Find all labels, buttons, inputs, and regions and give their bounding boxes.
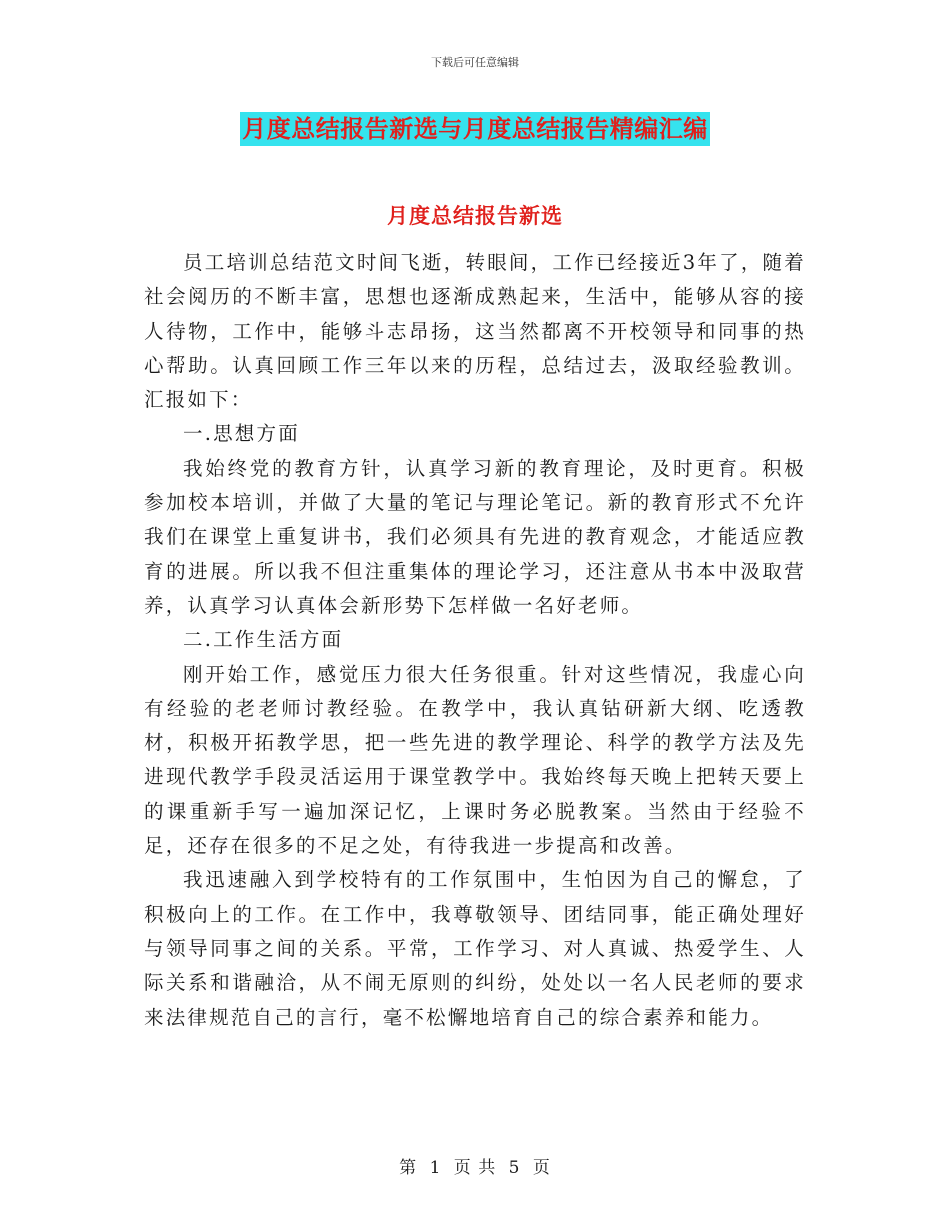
- heading-thought: 一.思想方面: [183, 422, 300, 446]
- paragraph-integration: 我迅速融入到学校特有的工作氛围中，生怕因为自己的懈怠，了积极向上的工作。在工作中，我尊敬领导、团结同事，能正确处理好与领导同事之间的关系。平常，工作学习、对人真诚、热爱学生、人际关系和谐融洽，从不闹无原则的纠纷，处处以一名人民老师的要求来法律规范自己的言行，毫不松懈地培育自己的综合素养和能力。: [144, 868, 806, 1029]
- heading-work-life: 二.工作生活方面: [183, 628, 344, 652]
- page-footer: [0, 1153, 950, 1178]
- paragraph-work: 刚开始工作，感觉压力很大任务很重。针对这些情况，我虚心向有经验的老老师讨教经验。在教学中，我认真钻研新大纲、吃透教材，积极开拓教学思，把一些先进的教学理论、科学的教学方法及先进现代教学手段灵活运用于课堂教学中。我始终每天晚上把转天要上的课重新手写一遍加深记忆，上课时务必脱教案。当然由于经验不足，还存在很多的不足之处，有待我进一步提高和改善。: [144, 662, 806, 858]
- document-title: [0, 112, 950, 146]
- document-title-text: 月度总结报告新选与月度总结报告精编汇编: [240, 112, 710, 146]
- footer-current-page: 1: [429, 1158, 442, 1178]
- paragraph-thought: 我始终党的教育方针，认真学习新的教育理论，及时更育。积极参加校本培训，并做了大量的笔记与理论笔记。新的教育形式不允许我们在课堂上重复讲书，我们必须具有先进的教育观念，才能适应教育的进展。所以我不但注重集体的理论学习，还注意从书本中汲取营养，认真学习认真体会新形势下怎样做一名好老师。: [144, 456, 806, 617]
- paragraph-intro: 员工培训总结范文时间飞逝，转眼间，工作已经接近3年了，随着社会阅历的不断丰富，思想也逐渐成熟起来，生活中，能够从容的接人待物，工作中，能够斗志昂扬，这当然都离不开校领导和同事的热心帮助。认真回顾工作三年以来的历程，总结过去，汲取经验教训。汇报如下：: [144, 251, 806, 412]
- footer-total-pages: 5: [508, 1158, 521, 1178]
- page-header-note: 下载后可任意编辑: [431, 56, 519, 69]
- footer-suffix: 页: [532, 1158, 551, 1178]
- footer-prefix: 第: [399, 1158, 418, 1178]
- section-title: 月度总结报告新选: [387, 204, 563, 228]
- document-body: [144, 246, 806, 1035]
- footer-middle: 页 共: [453, 1158, 497, 1178]
